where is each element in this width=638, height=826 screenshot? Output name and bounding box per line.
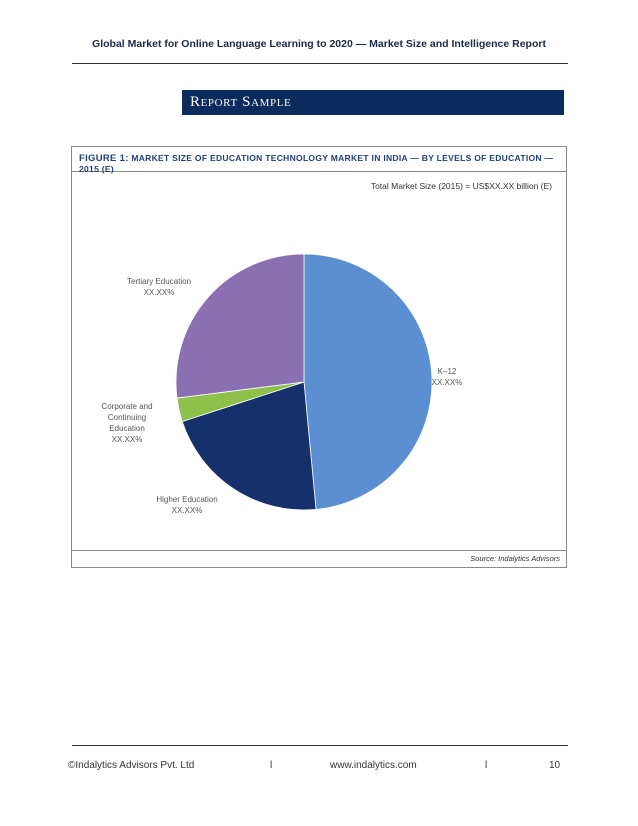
source-label: Source: Indalytics Advisors (470, 554, 560, 563)
pie-slice (176, 254, 304, 398)
footer-page-number: 10 (549, 760, 561, 771)
source-row (72, 550, 566, 567)
report-header-title: Global Market for Online Language Learning to 2020 — Market Size and Intelligence Report (92, 38, 546, 50)
pie-slice-label: Higher Education XX.XX% (156, 495, 218, 515)
pie-slice-label: K–12 XX.XX% (431, 367, 463, 387)
footer-copyright: ©Indalytics Advisors Pvt. Ltd (68, 760, 195, 771)
banner-label: Report Sample (190, 94, 292, 110)
figure-caption-text: MARKET SIZE OF EDUCATION TECHNOLOGY MARKET IN INDIA — BY LEVELS OF EDUCATION — 2015 (E) (79, 153, 554, 174)
pie-slice-label: Corporate and Continuing Education XX.XX% (101, 402, 153, 444)
footer-separator: l (485, 760, 488, 771)
header-divider (72, 63, 568, 64)
figure-caption-prefix: FIGURE 1: (79, 153, 129, 164)
pie-slice-label: Tertiary Education XX.XX% (126, 277, 192, 297)
figure-box (71, 146, 567, 568)
report-sample-banner (182, 90, 564, 115)
total-market-size-label: Total Market Size (2015) = US$XX.XX billion (E) (370, 181, 552, 191)
footer-website-link[interactable]: www.indalytics.com (330, 760, 417, 771)
pie-slice (304, 254, 432, 509)
pie-chart (72, 147, 566, 547)
footer-divider (72, 745, 568, 746)
footer-separator: l (270, 760, 273, 771)
